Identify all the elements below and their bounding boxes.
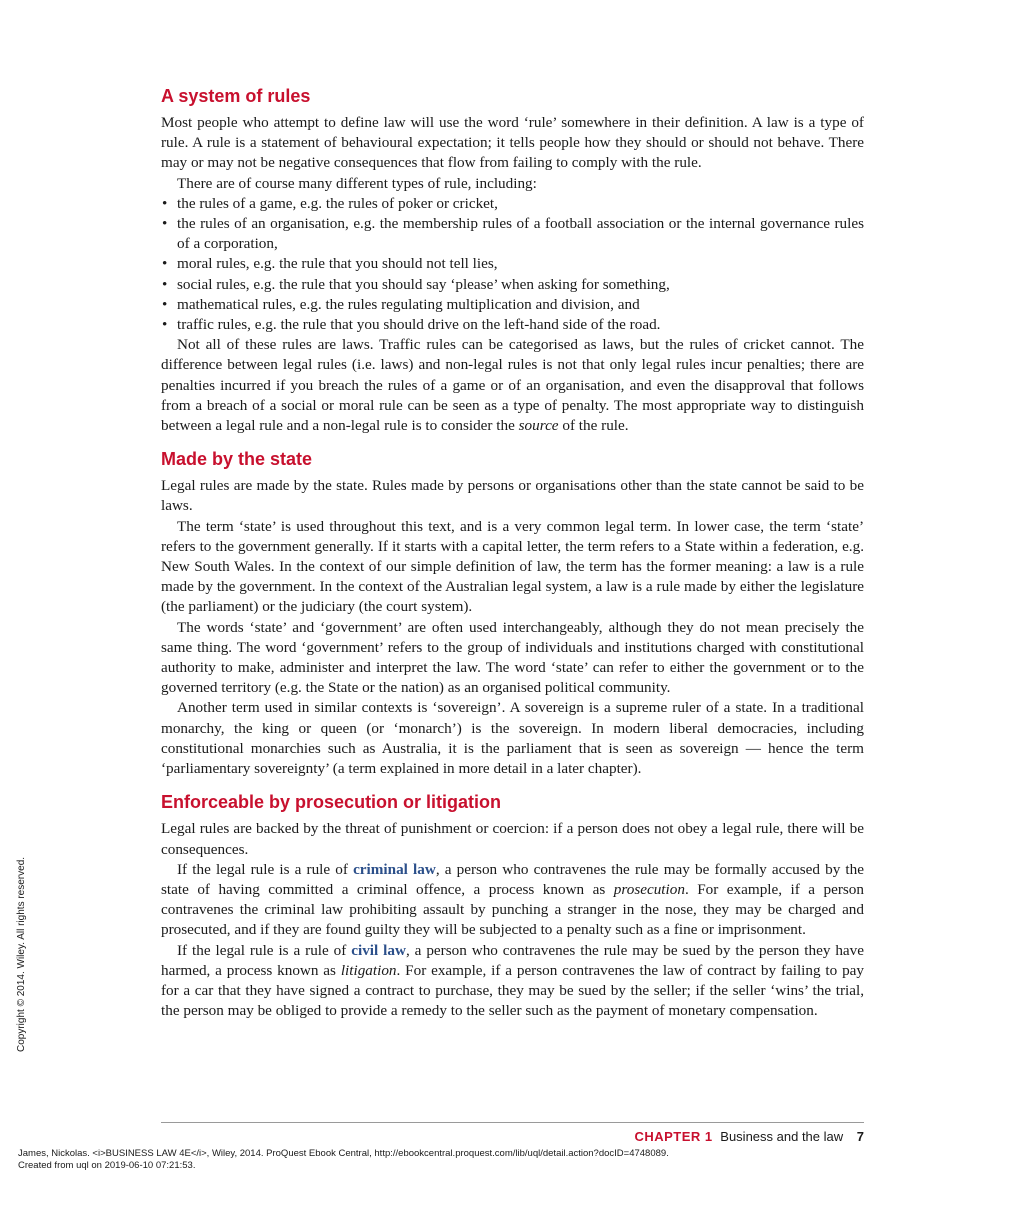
list-item: • the rules of a game, e.g. the rules of poker or cricket, [161, 194, 864, 214]
paragraph: There are of course many different types of rule, including: [177, 174, 537, 192]
text-run: . For example, if a person contravenes the law of contract by failing to pay for a car that they have signed a contract to purchase, they may be sued by the seller; if the seller ‘wins’ the trial, the person may be obliged to provide a remedy to the seller such as the payment of monetary compensation. [161, 961, 864, 1020]
text-run: Not all of these rules are laws. Traffic rules can be categorised as laws, but the rules of cricket cannot. The difference between legal rules (i.e. laws) and non-legal rules is not that only legal rules incur penalties; there are penalties incurred if you breach the rules of a game or of an organisation, and even the disapproval that follows from a breach of a social or moral rule can be seen as a type of penalty. The most appropriate way to distinguish between a legal rule and a non-legal rule is to consider the [161, 336, 864, 435]
paragraph: Legal rules are made by the state. Rules made by persons or organisations other than the state cannot be said to be laws. [161, 477, 864, 515]
section-system-of-rules [161, 85, 864, 436]
text-run: , a person who contravenes the rule may be sued by the person they have harmed, a process known as [161, 941, 865, 979]
emphasis-source: source [518, 417, 559, 435]
page-body [161, 85, 864, 1021]
list-item: • mathematical rules, e.g. the rules regulating multiplication and division, and [161, 295, 864, 315]
citation-created: Created from uql on 2019-06-10 07:21:53. [18, 1160, 196, 1171]
text-run: . For example, if a person contravenes the criminal law prohibiting assault by punching a stranger in the nose, they may be charged and prosecuted, and if they are found guilty they will be subjected to a penalty such as a fine or imprisonment. [161, 880, 864, 939]
paragraph [161, 335, 864, 436]
paragraph: The words ‘state’ and ‘government’ are often used interchangeably, although they do not mean precisely the same thing. The word ‘government’ refers to the group of individuals and institutions charged with constitutional authority to make, administer and interpret the law. The word ‘state’ can refer to either the government or to the governed territory (e.g. the State or the nation) as an organised political community. [161, 618, 864, 697]
paragraph: Another term used in similar contexts is ‘sovereign’. A sovereign is a supreme ruler of a state. In a traditional monarchy, the king or queen (or ‘monarch’) is the sovereign. In modern liberal democracies, including constitutional monarchies such as Australia, it is the parliament that is seen as sovereign — hence the term ‘parliamentary sovereignty’ (a term explained in more detail in a later chapter). [161, 699, 864, 778]
paragraph: Legal rules are backed by the threat of punishment or coercion: if a person does not obey a legal rule, there will be consequences. [161, 820, 864, 858]
text-run: , a person who contravenes the rule may be formally accused by the state of having committed a criminal offence, a process known as [161, 860, 864, 898]
text-run: If the legal rule is a rule of [177, 860, 354, 878]
citation-line: James, Nickolas. <i>BUSINESS LAW 4E</i>, Wiley, 2014. ProQuest Ebook Central, http://ebookcentral.proquest.com/lib/uql/detail.action?docID=4748089. [18, 1148, 669, 1159]
section-heading: A system of rules [161, 86, 311, 106]
copyright-sidebar: Copyright © 2014. Wiley. All rights reserved. [16, 856, 27, 1052]
text-run: of the rule. [558, 417, 629, 435]
key-term-civil-law: civil law [351, 941, 406, 959]
text-run: If the legal rule is a rule of [177, 941, 352, 959]
list-item: • the rules of an organisation, e.g. the membership rules of a football association or the internal governance rules of a corporation, [161, 214, 864, 254]
section-heading: Enforceable by prosecution or litigation [161, 792, 502, 813]
paragraph: The term ‘state’ is used throughout this text, and is a very common legal term. In lower case, the term ‘state’ refers to the government generally. If it starts with a capital letter, the term refers to a State within a federation, e.g. New South Wales. In the context of our simple definition of law, the term has the former meaning: a law is a rule made by the government. In the context of the Australian legal system, a law is a rule made by either the legislature (the parliament) or the judiciary (the court system). [161, 517, 864, 616]
paragraph: Most people who attempt to define law will use the word ‘rule’ somewhere in their definition. A law is a type of rule. A rule is a statement of behavioural expectation; it tells people how they should or should not behave. There may or may not be negative consequences that flow from failing to comply with the rule. [161, 114, 864, 172]
footer-divider [161, 1122, 864, 1123]
section-enforceable [161, 791, 864, 1021]
paragraph [161, 941, 864, 1022]
section-made-by-state [161, 448, 864, 779]
chapter-label: CHAPTER 1 [634, 1129, 713, 1144]
emphasis-litigation: litigation [340, 961, 397, 979]
running-footer [634, 1129, 864, 1144]
key-term-criminal-law: criminal law [353, 860, 436, 878]
section-heading: Made by the state [161, 449, 313, 470]
paragraph [161, 860, 864, 941]
chapter-title: Business and the law [720, 1129, 844, 1144]
citation-footer [18, 1148, 669, 1172]
page-number: 7 [856, 1129, 864, 1144]
list-item: • social rules, e.g. the rule that you should say ‘please’ when asking for something, [161, 275, 864, 295]
rule-types-list [161, 194, 864, 335]
list-item: • moral rules, e.g. the rule that you should not tell lies, [161, 254, 864, 274]
emphasis-prosecution: prosecution [613, 880, 685, 898]
list-item: • traffic rules, e.g. the rule that you should drive on the left-hand side of the road. [161, 315, 864, 335]
